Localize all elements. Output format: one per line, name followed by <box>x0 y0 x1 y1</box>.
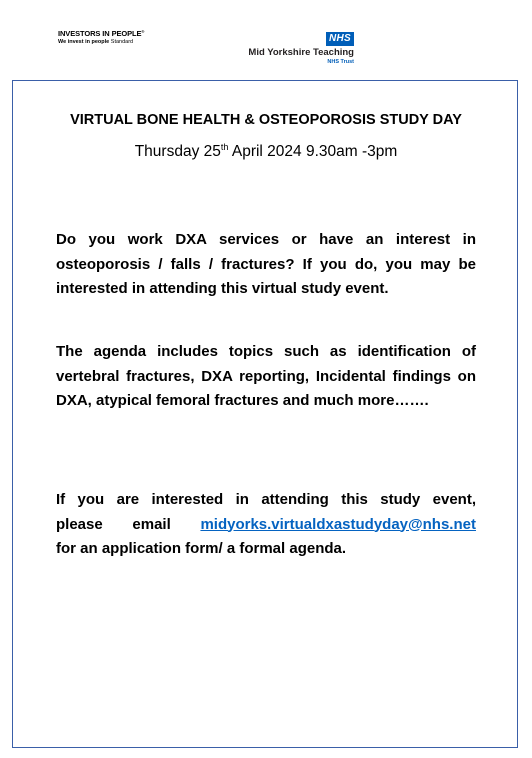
page-frame <box>12 80 518 748</box>
nhs-trust-logo <box>248 28 354 65</box>
agenda-paragraph: The agenda includes topics such as identification of vertebral fractures, DXA reporting, Incidental findings on DXA, atypical femoral fractures and much more……. <box>56 343 476 409</box>
contact-paragraph <box>56 488 476 562</box>
intro-paragraph: Do you work DXA services or have an interest in osteoporosis / falls / fractures? If you do, you may be interested in attending this virtual study event. <box>56 231 476 297</box>
iip-logo-tagline: We invest in people Standard <box>58 38 134 45</box>
nhs-badge: NHS <box>326 32 354 46</box>
event-date: Thursday 25th April 2024 9.30am -3pm <box>134 141 398 160</box>
iip-logo-title: INVESTORS IN PEOPLE® <box>58 29 145 38</box>
investors-in-people-logo <box>58 30 178 45</box>
contact-line-3: for an application form/ a formal agenda. <box>56 540 347 557</box>
email-link[interactable]: midyorks.virtualdxastudyday@nhs.net <box>200 515 476 533</box>
nhs-trust-label: NHS Trust <box>327 59 354 65</box>
contact-line-1: If you are interested in attending this study event, <box>56 491 476 508</box>
nhs-organisation-name: Mid Yorkshire Teaching <box>248 47 354 58</box>
event-title: VIRTUAL BONE HEALTH & OSTEOPOROSIS STUDY DAY <box>70 112 462 128</box>
contact-line-2: please email midyorks.virtualdxastudyday@nhs.net <box>56 513 476 538</box>
